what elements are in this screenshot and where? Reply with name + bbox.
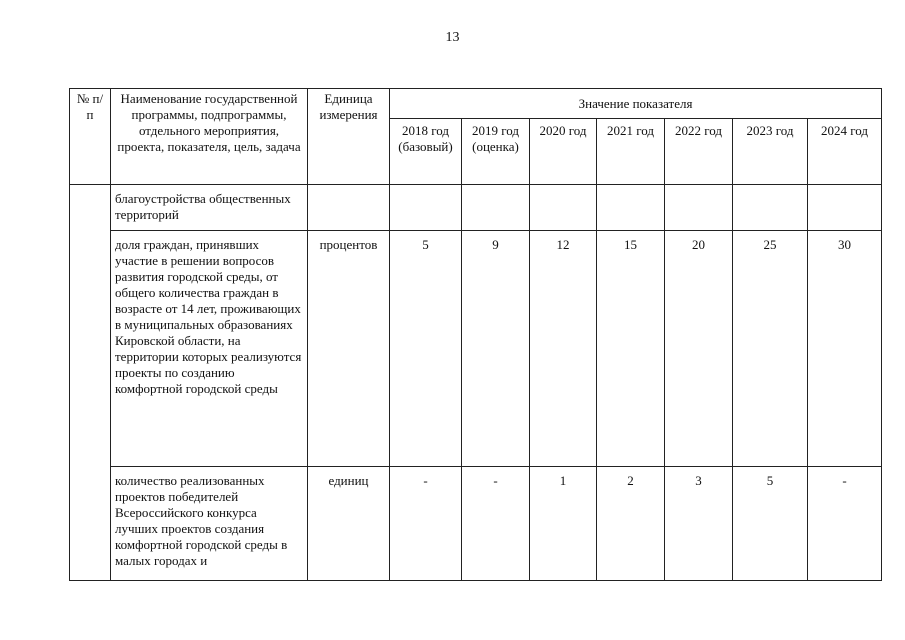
header-name: Наименование государственной программы, подпрограммы, отдельного мероприятия, проекта, показателя, цель, задача <box>111 89 308 185</box>
row-value: 2 <box>597 466 665 581</box>
row-value: - <box>462 466 530 581</box>
header-year: 2021 год <box>597 119 665 185</box>
row-value <box>530 185 597 230</box>
row-value <box>733 185 808 230</box>
header-values: Значение показателя <box>390 89 882 119</box>
row-unit: единиц <box>308 466 390 581</box>
row-value: 5 <box>390 230 462 466</box>
indicators-table <box>69 88 882 581</box>
row-value: 25 <box>733 230 808 466</box>
header-row-top <box>70 89 882 119</box>
row-value: - <box>390 466 462 581</box>
header-year: 2020 год <box>530 119 597 185</box>
header-year: 2023 год <box>733 119 808 185</box>
row-value: 20 <box>665 230 733 466</box>
row-value: 15 <box>597 230 665 466</box>
row-value <box>390 185 462 230</box>
row-value <box>808 185 882 230</box>
row-name: количество реализованных проектов победителей Всероссийского конкурса лучших проектов создания комфортной городской среды в малых городах и <box>111 466 308 581</box>
row-unit <box>308 185 390 230</box>
row-value: 3 <box>665 466 733 581</box>
row-value: 30 <box>808 230 882 466</box>
row-value: 12 <box>530 230 597 466</box>
row-value: 5 <box>733 466 808 581</box>
table-row <box>70 466 882 581</box>
row-name: доля граждан, принявших участие в решении вопросов развития городской среды, от общего количества граждан в возрасте от 14 лет, проживающих в муниципальных образованиях Кировской области, на территории которых реализуются проекты по созданию комфортной городской среды <box>111 230 308 466</box>
row-value <box>597 185 665 230</box>
header-year: 2022 год <box>665 119 733 185</box>
table-row <box>70 185 882 230</box>
row-unit: процентов <box>308 230 390 466</box>
row-name: благоустройства общественных территорий <box>111 185 308 230</box>
row-value: - <box>808 466 882 581</box>
header-year: 2024 год <box>808 119 882 185</box>
header-year: 2019 год (оценка) <box>462 119 530 185</box>
row-value: 1 <box>530 466 597 581</box>
header-year: 2018 год (базовый) <box>390 119 462 185</box>
row-value <box>665 185 733 230</box>
row-value: 9 <box>462 230 530 466</box>
page-number: 13 <box>445 30 460 45</box>
table-row <box>70 230 882 466</box>
row-no <box>70 185 111 581</box>
header-unit: Единица измерения <box>308 89 390 185</box>
row-value <box>462 185 530 230</box>
header-no: № п/п <box>70 89 111 185</box>
